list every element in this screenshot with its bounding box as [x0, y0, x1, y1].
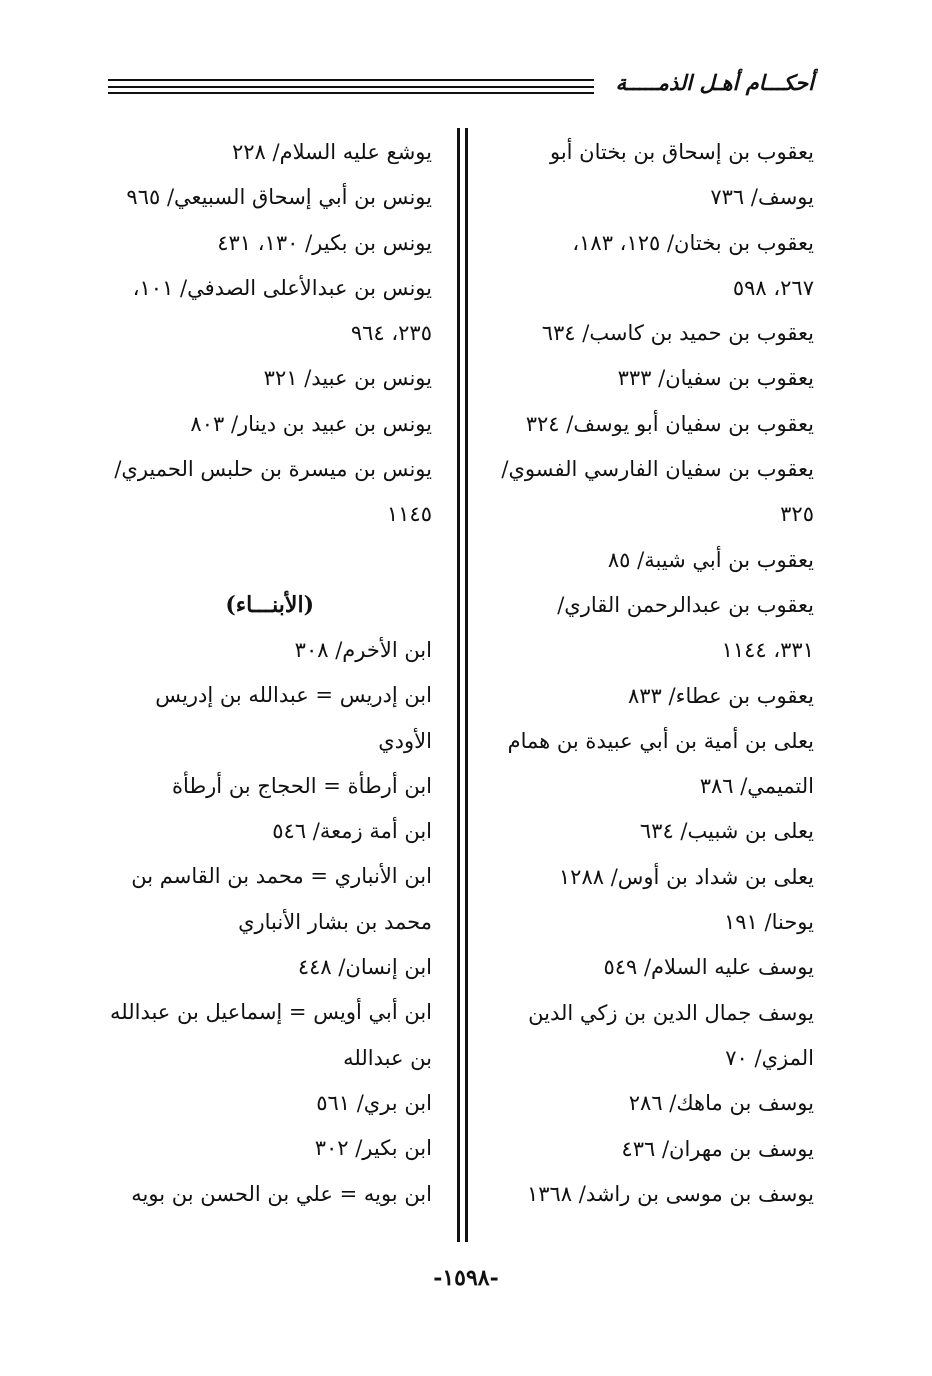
index-entry: يوشع عليه السلام/ ٢٢٨ [232, 140, 432, 164]
index-entry: يعقوب بن عبدالرحمن القاري/ [557, 592, 814, 617]
index-entry: محمد بن بشار الأنباري [238, 909, 432, 934]
section-heading: (الأبنـــاء) [225, 591, 314, 618]
index-entry: يوسف عليه السلام/ ٥٤٩ [603, 955, 814, 980]
column-divider [457, 128, 460, 1242]
index-column-left [100, 130, 432, 1217]
index-entry: يوسف بن مهران/ ٤٣٦ [621, 1136, 814, 1161]
header-rule [108, 86, 594, 88]
index-entry: يعلى بن أمية بن أبي عبيدة بن همام [507, 728, 814, 753]
index-entry: يونس بن ميسرة بن حلبس الحميري/ [114, 457, 432, 482]
index-entry: ابن أمة زمعة/ ٥٤٦ [272, 819, 432, 844]
header-title: أحكـــام أهـل الذمـــــة [615, 70, 814, 95]
index-entry: يعقوب بن إسحاق بن بختان أبو [549, 140, 814, 164]
section-gap [100, 538, 432, 583]
index-entry: يعقوب بن عطاء/ ٨٣٣ [627, 683, 814, 708]
index-entry: يوسف جمال الدين بن زكي الدين [528, 1000, 814, 1025]
index-entry: يعقوب بن سفيان أبو يوسف/ ٣٢٤ [525, 411, 814, 436]
index-entry: يعلى بن شداد بن أوس/ ١٢٨٨ [558, 864, 814, 889]
index-entry: ابن الأخرم/ ٣٠٨ [294, 637, 432, 662]
index-entry: ٣٣١، ١١٤٤ [721, 638, 814, 663]
index-entry: يونس بن أبي إسحاق السبيعي/ ٩٦٥ [126, 185, 432, 210]
index-entry: يعقوب بن بختان/ ١٢٥، ١٨٣، [572, 230, 814, 255]
header-rule [108, 79, 594, 81]
index-entry: يعقوب بن سفيان الفارسي الفسوي/ [501, 457, 814, 482]
index-entry: ٢٣٥، ٩٦٤ [350, 321, 432, 346]
index-entry: ١١٤٥ [386, 502, 432, 527]
index-entry: يوسف بن موسى بن راشد/ ١٣٦٨ [526, 1181, 814, 1206]
index-entry: ابن الأنباري = محمد بن القاسم بن [131, 864, 432, 889]
index-entry: يوسف بن ماهك/ ٢٨٦ [628, 1091, 814, 1116]
index-entry: الأودي [378, 728, 432, 753]
index-entry: ابن بري/ ٥٦١ [316, 1090, 432, 1115]
index-entry: يعقوب بن أبي شيبة/ ٨٥ [607, 547, 814, 572]
index-entry: يعقوب بن سفيان/ ٣٣٣ [617, 366, 814, 391]
index-entry: ابن بكير/ ٣٠٢ [314, 1136, 432, 1161]
index-entry: يونس بن عبدالأعلى الصدفي/ ١٠١، [132, 275, 432, 300]
index-entry: بن عبدالله [343, 1045, 432, 1070]
index-entry: ابن أبي أويس = إسماعيل بن عبدالله [110, 1000, 432, 1025]
index-column-right [482, 130, 814, 1217]
index-entry: ابن إنسان/ ٤٤٨ [297, 955, 432, 980]
index-entry: التميمي/ ٣٨٦ [699, 774, 814, 799]
index-entry: يونس بن بكير/ ١٣٠، ٤٣١ [217, 230, 432, 255]
index-entry: يوحنا/ ١٩١ [723, 910, 814, 935]
index-entry: ابن بويه = علي بن الحسن بن بويه [131, 1181, 432, 1206]
index-entry: ابن أرطأة = الحجاج بن أرطأة [172, 773, 432, 798]
index-entry: يونس بن عبيد/ ٣٢١ [263, 366, 432, 391]
index-entry: ٢٦٧، ٥٩٨ [732, 275, 814, 300]
index-entry: المزي/ ٧٠ [725, 1045, 814, 1070]
index-entry: يوسف/ ٧٣٦ [710, 185, 814, 210]
index-entry: ابن إدريس = عبدالله بن إدريس [155, 683, 432, 708]
header-rule [108, 92, 594, 94]
index-entry: يونس بن عبيد بن دينار/ ٨٠٣ [190, 411, 432, 436]
page-number: -١٥٩٨- [433, 1265, 499, 1291]
index-entry: يعقوب بن حميد بن كاسب/ ٦٣٤ [541, 321, 814, 346]
index-entry: يعلى بن شبيب/ ٦٣٤ [639, 819, 814, 844]
index-entry: ٣٢٥ [780, 502, 814, 527]
column-divider [465, 128, 468, 1242]
